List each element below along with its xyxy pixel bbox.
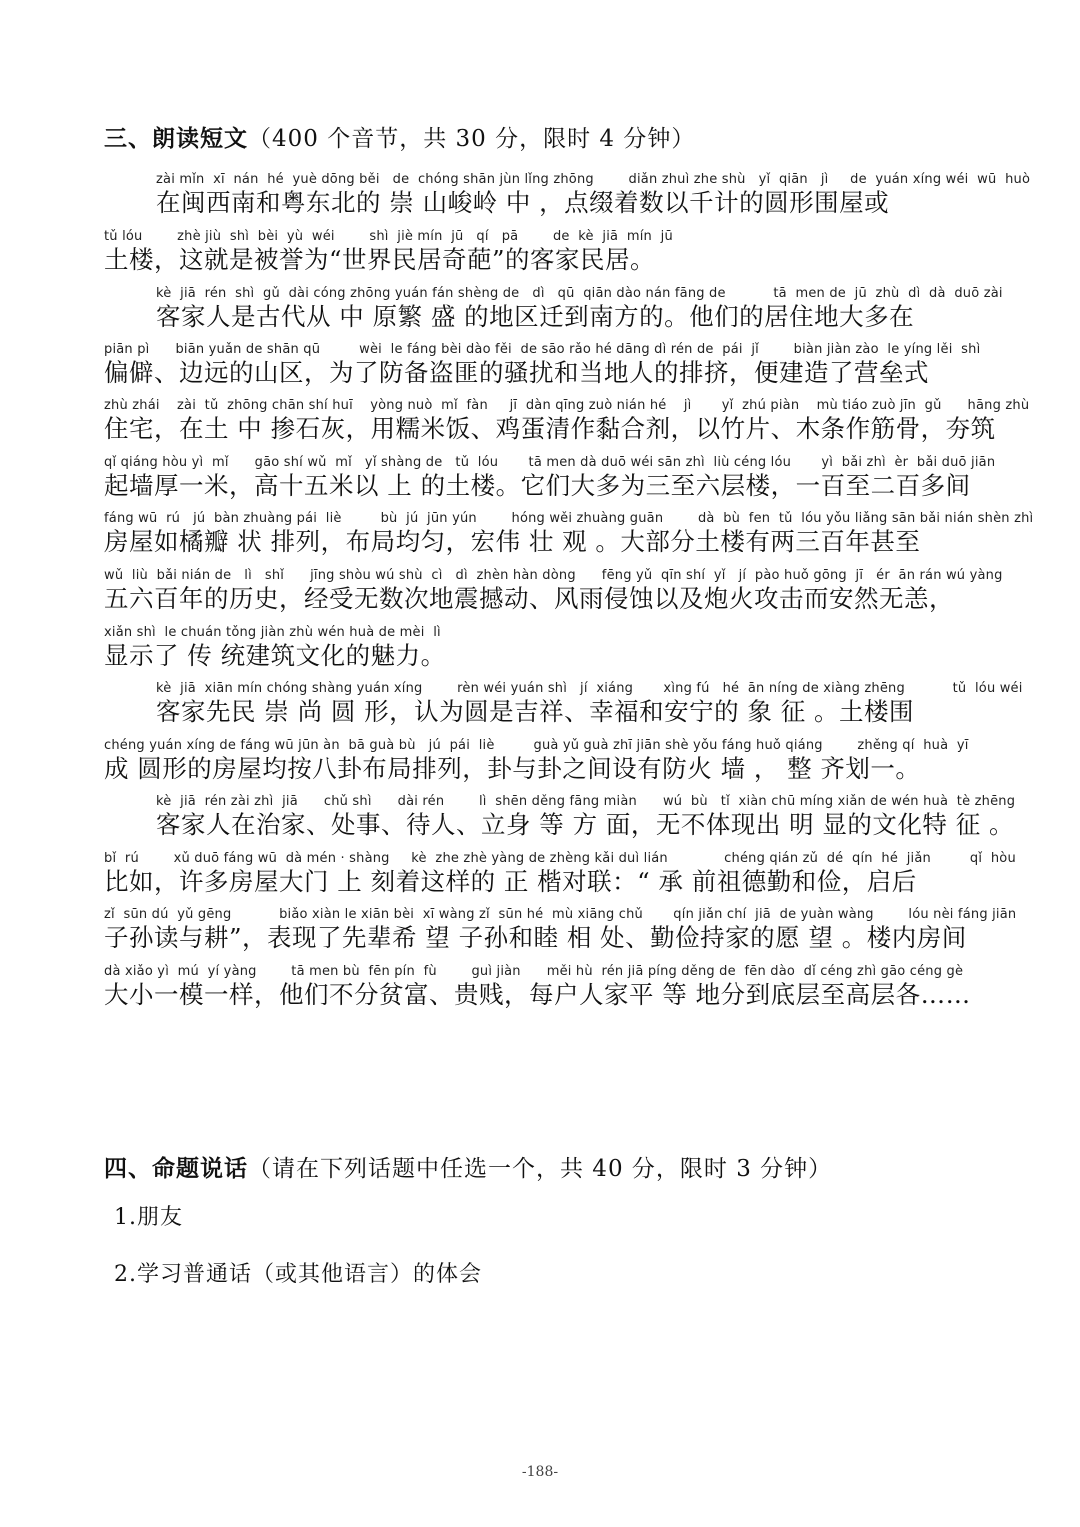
passage-line: [104, 568, 1003, 628]
section-3-note: （400 个音节，共 30 分，限时 4 分钟）: [248, 126, 696, 152]
hanzi-line: 起墙厚一米，高十五米以 上 的土楼。它们大多为三至六层楼，一百至二百多间: [104, 471, 971, 500]
passage-line: [104, 964, 984, 1024]
passage-line: [104, 172, 1031, 232]
hanzi-line: 比如，许多房屋大门 上 刻着这样的 正 楷对联：“ 承 前祖德勤和俭，启后: [104, 867, 917, 896]
hanzi-line: 五六百年的历史，经受无数次地震撼动、风雨侵蚀以及炮火攻击而安然无恙，: [104, 584, 954, 613]
pinyin-line: tǔ lóu zhè jiù shì bèi yù wéi shì jiè mín jū qí pā de kè jiā mín jū: [104, 229, 673, 244]
pinyin-line: fáng wū rú jú bàn zhuàng pái liè bù jú jūn yún hóng wěi zhuàng guān dà bù fen tǔ lóu yǒu liǎng sān bǎi nián shèn zhì: [104, 511, 1034, 526]
passage-line: [104, 398, 1030, 458]
hanzi-line: 住宅，在土 中 掺石灰，用糯米饭、鸡蛋清作黏合剂，以竹片、木条作筋骨，夯筑: [104, 414, 996, 443]
pinyin-line: kè jiā rén shì gǔ dài cóng zhōng yuán fán shèng de dì qū qiān dào nán fāng de tā men de jū zhù dì dà duō zài: [156, 286, 1003, 301]
hanzi-line: 在闽西南和粤东北的 崇 山峻岭 中 ，点缀着数以千计的圆形围屋或: [156, 188, 890, 217]
passage-line: [104, 625, 984, 685]
passage-line: [104, 681, 1023, 741]
topic-item: 2.学习普通话（或其他语言）的体会: [114, 1262, 482, 1287]
hanzi-line: 土楼，这就是被誉为“世界民居奇葩”的客家民居。: [104, 245, 656, 274]
pinyin-line: kè jiā rén zài zhì jiā chǔ shì dài rén lì shēn děng fāng miàn wú bù tǐ xiàn chū míng xiǎn de wén huà tè zhēng: [156, 794, 1016, 809]
hanzi-line: 房屋如橘瓣 状 排列，布局均匀，宏伟 壮 观 。大部分土楼有两三百年甚至: [104, 527, 921, 556]
pinyin-line: kè jiā xiān mín chóng shàng yuán xíng rèn wéi yuán shì jí xiáng xìng fú hé ān níng de xiàng zhēng tǔ lóu wéi: [156, 681, 1023, 696]
section-3-title: 三、朗读短文: [104, 126, 248, 152]
pinyin-line: piān pì biān yuǎn de shān qū wèi le fáng bèi dào fěi de sāo rǎo hé dāng dì rén de pái jǐ biàn jiàn zào le yíng lěi shì: [104, 342, 981, 357]
passage-line: [104, 511, 1034, 571]
passage-line: [104, 907, 1017, 967]
section-4-heading: [104, 1150, 832, 1183]
passage-line: [104, 851, 1016, 911]
section-3-heading: [104, 120, 695, 153]
hanzi-line: 客家人是古代从 中 原繁 盛 的地区迁到南方的。他们的居住地大多在: [156, 302, 915, 331]
pinyin-line: zǐ sūn dú yǔ gēng biǎo xiàn le xiān bèi xī wàng zǐ sūn hé mù xiāng chǔ qín jiǎn chí jiā de yuàn wàng lóu nèi fáng jiān: [104, 907, 1017, 922]
pinyin-line: xiǎn shì le chuán tǒng jiàn zhù wén huà de mèi lì: [104, 625, 441, 640]
passage-line: [104, 342, 984, 402]
passage-line: [104, 455, 996, 515]
topic-item: 1.朋友: [114, 1205, 183, 1230]
pinyin-line: dà xiǎo yì mú yí yàng tā men bù fēn pín fù guì jiàn měi hù rén jiā píng děng de fēn dào dǐ céng zhì gāo céng gè: [104, 964, 964, 979]
pinyin-line: wǔ liù bǎi nián de lì shǐ jīng shòu wú shù cì dì zhèn hàn dòng fēng yǔ qīn shí yǐ jí pào huǒ gōng jī ér ān rán wú yàng: [104, 568, 1003, 583]
passage-line: [104, 738, 984, 798]
pinyin-line: zhù zhái zài tǔ zhōng chān shí huī yòng nuò mǐ fàn jī dàn qīng zuò nián hé jì yǐ zhú piàn mù tiáo zuò jīn gǔ hāng zhù: [104, 398, 1030, 413]
passage-line: [104, 229, 984, 289]
passage-line: [104, 794, 1016, 854]
hanzi-line: 显示了 传 统建筑文化的魅力。: [104, 641, 446, 670]
pinyin-line: zài mǐn xī nán hé yuè dōng běi de chóng shān jùn lǐng zhōng diǎn zhuì zhe shù yǐ qiān jì de yuán xíng wéi wū huò: [156, 172, 1031, 187]
hanzi-line: 子孙读与耕”，表现了先辈希 望 子孙和睦 相 处、勤俭持家的愿 望 。楼内房间: [104, 923, 967, 952]
hanzi-line: 成 圆形的房屋均按八卦布局排列，卦与卦之间设有防火 墙 ， 整 齐划一。: [104, 754, 921, 783]
pinyin-line: chéng yuán xíng de fáng wū jūn àn bā guà bù jú pái liè guà yǔ guà zhī jiān shè yǒu fáng huǒ qiáng zhěng qí huà yī: [104, 738, 969, 753]
page-number: -188-: [521, 1464, 559, 1480]
section-4-note: （请在下列话题中任选一个，共 40 分，限时 3 分钟）: [248, 1156, 833, 1182]
section-4-title: 四、命题说话: [104, 1156, 248, 1182]
pinyin-line: bǐ rú xǔ duō fáng wū dà mén · shàng kè zhe zhè yàng de zhèng kǎi duì lián chéng qián zǔ dé qín hé jiǎn qǐ hòu: [104, 851, 1016, 866]
hanzi-line: 客家先民 崇 尚 圆 形，认为圆是吉祥、幸福和安宁的 象 征 。土楼围: [156, 697, 915, 726]
hanzi-line: 大小一模一样，他们不分贫富、贵贱，每户人家平 等 地分到底层至高层各……: [104, 980, 971, 1009]
passage-line: [104, 286, 1003, 346]
pinyin-line: qǐ qiáng hòu yì mǐ gāo shí wǔ mǐ yǐ shàng de tǔ lóu tā men dà duō wéi sān zhì liù céng lóu yì bǎi zhì èr bǎi duō jiān: [104, 455, 996, 470]
hanzi-line: 偏僻、边远的山区，为了防备盗匪的骚扰和当地人的排挤，便建造了营垒式: [104, 358, 929, 387]
hanzi-line: 客家人在治家、处事、待人、立身 等 方 面，无不体现出 明 显的文化特 征 。: [156, 810, 1015, 839]
